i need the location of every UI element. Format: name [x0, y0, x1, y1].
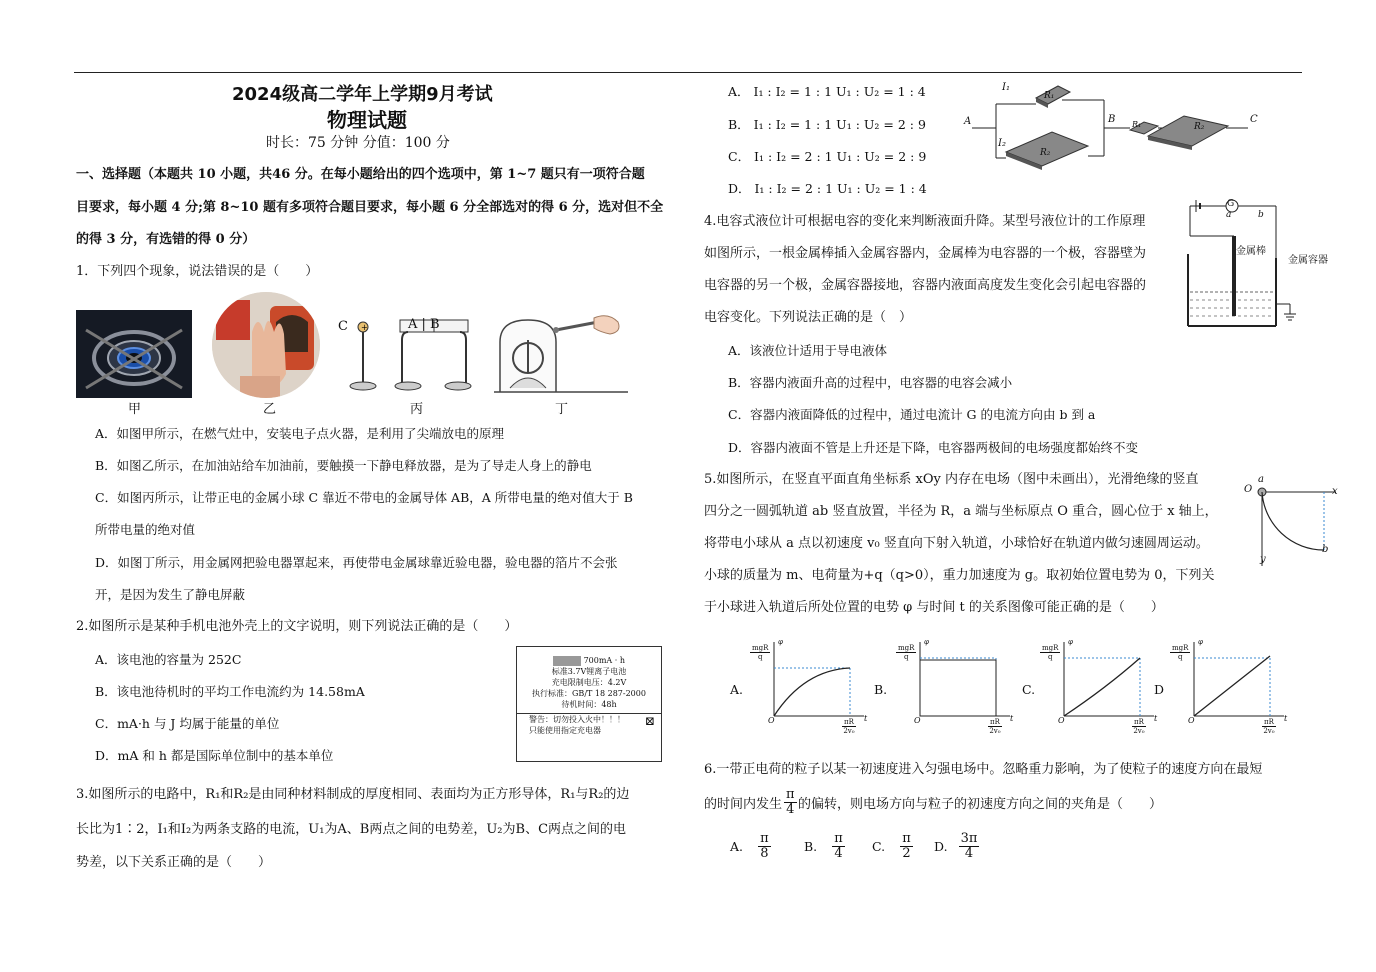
static-release-photo [212, 292, 320, 398]
y-tick-label [750, 644, 770, 661]
q6-option-a-label: A. [730, 839, 744, 854]
phi-curve [1064, 658, 1140, 716]
q3-line2: 长比为1∶2，I₁和I₂为两条支路的电流，U₁为A、B两点之间的电势差，U₂为B、C两点之间的电 [76, 822, 627, 837]
fig-c-label: C [338, 319, 348, 334]
i2-label: I₂ [998, 138, 1006, 149]
origin-o-label: O [1244, 484, 1253, 495]
electroscope-icon [494, 310, 628, 400]
fig-ab-label: A | B [408, 317, 440, 332]
phi-curve [1194, 656, 1270, 716]
y-tick-num: mgR [898, 644, 915, 652]
y-tick-label [896, 644, 916, 661]
q3-option-d: D． I₁ : I₂ = 2 : 1 U₁ : U₂ = 1 : 4 [728, 181, 927, 196]
y-tick-den: q [1177, 653, 1183, 661]
caption-ding: 丁 [555, 402, 569, 417]
battery-icon [553, 656, 581, 666]
y-tick-num: mgR [1042, 644, 1059, 652]
q5-graph-c [1042, 636, 1172, 740]
q6-option-b-den: 4 [834, 846, 843, 861]
q6-line1: 6.一带正电荷的粒子以某一初速度进入匀强电场中。忽略重力影响，为了使粒子的速度方向在最短 [704, 762, 1263, 777]
arc-track-icon [1240, 472, 1340, 572]
origin-label: O [914, 716, 921, 725]
battery-warning1: 警告：切勿投入火中！！！ [529, 715, 625, 724]
y-tick-num: mgR [752, 644, 769, 652]
q5-graph-b [898, 636, 1028, 740]
battery-line2: 充电限制电压：4.2V [551, 678, 627, 687]
x-axis-label: x [1332, 486, 1338, 497]
q5-line3: 将带电小球从 a 点以初速度 v₀ 竖直向下射入轨道，小球恰好在轨道内做匀速圆周运动。 [704, 536, 1209, 551]
t-axis-label: t [1284, 714, 1288, 723]
battery-capacity: 700mA · h [583, 656, 625, 665]
hand-icon [212, 292, 320, 398]
t-tick-num: πR [1134, 718, 1144, 726]
t-tick-num: πR [844, 718, 854, 726]
q3-line3: 势差，以下关系正确的是（ ） [76, 855, 272, 870]
q6-option-d-num: 3π [960, 831, 978, 846]
q6-option-d [934, 832, 979, 861]
origin-label: O [1058, 716, 1065, 725]
battery-warning2: 只能使用指定充电器 [529, 726, 601, 735]
metal-rod-label: 金属棒 [1236, 246, 1266, 257]
q1-option-d: D．如图丁所示，用金属网把验电器罩起来，再使带电金属球靠近验电器，验电器的箔片不会张 [95, 555, 618, 570]
q3-circuit-figure [958, 78, 1268, 184]
node-c-label: C [1250, 114, 1258, 125]
t-tick-den: 2v₀ [1133, 727, 1145, 735]
q6-option-a-den: 8 [760, 846, 769, 861]
t-tick-den: 2v₀ [1263, 727, 1275, 735]
y-tick-den: q [1047, 653, 1053, 661]
gas-stove-icon [76, 310, 192, 398]
q1-stem: 1．下列四个现象，说法错误的是（ ） [76, 264, 319, 279]
node-b-label: B [1108, 114, 1116, 125]
q1-option-b: B．如图乙所示，在加油站给车加油前，要触摸一下静电释放器，是为了导走人身上的静电 [95, 458, 592, 473]
q6-stem-fraction [784, 788, 797, 817]
q5-arc-figure [1240, 472, 1340, 572]
point-b-label: b [1258, 210, 1264, 220]
q6-option-b-num: π [834, 831, 843, 846]
r2-label-bottom: R₂ [1040, 148, 1051, 158]
q3-option-c: C． I₁ : I₂ = 2 : 1 U₁ : U₂ = 2 : 9 [728, 149, 927, 164]
q5-option-a-label: A. [730, 682, 744, 697]
y-axis-label: y [1260, 554, 1266, 565]
t-axis-label: t [1154, 714, 1158, 723]
q5-line2: 四分之一圆弧轨道 ab 竖直放置，半径为 R，a 端与坐标原点 O 重合，圆心位于 x 轴上， [704, 504, 1218, 519]
q6-line2b: 的偏转，则电场方向与粒子的初速度方向之间的夹角是（ ） [798, 797, 1163, 812]
q4-line3: 电容器的另一个极，金属容器接地，容器内液面高度发生变化会引起电容器的 [704, 278, 1147, 293]
q6-option-b [804, 832, 845, 861]
exam-subject: 物理试题 [327, 108, 407, 132]
point-a-label: a [1226, 210, 1232, 220]
q5-graph-a [752, 636, 882, 740]
origin-label: O [768, 716, 775, 725]
q2-option-c: C．mA·h 与 J 均属于能量的单位 [95, 716, 280, 731]
q4-option-d: D．容器内液面不管是上升还是下降，电容器两极间的电场强度都始终不变 [728, 440, 1139, 455]
arc-point-b-label: b [1322, 544, 1329, 555]
q4-option-a: A．该液位计适用于导电液体 [728, 343, 888, 358]
q4-line1: 4.电容式液位计可根据电容的变化来判断液面升降。某型号液位计的工作原理 [704, 214, 1146, 229]
metal-container-label: 金属容器 [1288, 255, 1328, 266]
i1-label: I₁ [1002, 82, 1010, 93]
q1-option-a: A．如图甲所示，在燃气灶中，安装电子点火器，是利用了尖端放电的原理 [95, 426, 505, 441]
q5-option-d-label: D [1154, 682, 1165, 697]
battery-line3: 执行标准：GB/T 18 287-2000 [532, 689, 646, 698]
battery-line4: 待机时间：48h [561, 700, 617, 709]
q5-option-c-label: C. [1022, 682, 1036, 697]
q6-line2a: 的时间内发生 [704, 797, 783, 812]
q1-option-c-cont: 所带电量的绝对值 [95, 522, 196, 537]
q6-option-a-num: π [760, 831, 769, 846]
t-tick-num: πR [1264, 718, 1274, 726]
q6-option-c-num: π [902, 831, 911, 846]
y-tick-label [1040, 644, 1060, 661]
caption-jia: 甲 [128, 402, 142, 417]
y-tick-den: q [757, 653, 763, 661]
q5-graph-d [1172, 636, 1302, 740]
svg-text:+: + [361, 323, 368, 332]
q4-line2: 如图所示，一根金属棒插入金属容器内，金属棒为电容器的一个极，容器壁为 [704, 246, 1147, 261]
no-fire-icon: ⊠ [644, 714, 655, 728]
t-axis-label: t [864, 714, 868, 723]
q4-line4: 电容变化。下列说法正确的是（ ） [704, 310, 913, 325]
t-axis-label: t [1010, 714, 1014, 723]
t-tick-label [988, 718, 1002, 735]
caption-bing: 丙 [410, 402, 424, 417]
phi-curve [920, 660, 996, 716]
q6-stem-den: 4 [786, 802, 795, 817]
battery-line1: 标准3.7V锂离子电池 [551, 667, 627, 676]
q4-option-b: B．容器内液面升高的过程中，电容器的电容会减小 [728, 375, 1013, 390]
t-tick-num: πR [990, 718, 1000, 726]
t-tick-den: 2v₀ [843, 727, 855, 735]
q4-option-c: C．容器内液面降低的过程中，通过电流计 G 的电流方向由 b 到 a [728, 407, 1096, 422]
q4-level-gauge-figure [1176, 196, 1346, 332]
r1-label-series: R₁ [1132, 120, 1142, 129]
conductor-ab-figure [338, 314, 478, 398]
circuit-icon [958, 78, 1268, 184]
q2-option-a: A．该电池的容量为 252C [95, 652, 242, 667]
t-tick-label [1262, 718, 1276, 735]
q2-option-b: B．该电池待机时的平均工作电流约为 14.58mA [95, 684, 365, 699]
node-a-label: A [964, 116, 972, 127]
t-tick-den: 2v₀ [989, 727, 1001, 735]
caption-yi: 乙 [263, 402, 277, 417]
r1-label-top: R₁ [1044, 91, 1055, 101]
phi-curve [774, 668, 850, 716]
q5-option-b-label: B. [874, 682, 888, 697]
y-tick-num: mgR [1172, 644, 1189, 652]
origin-label: O [1188, 716, 1195, 725]
section-intro-line1: 一、选择题（本题共 10 小题，共46 分。在每小题给出的四个选项中，第 1~7 题只有一项符合题 [76, 167, 645, 182]
section-intro-line3: 的得 3 分，有选错的得 0 分） [76, 232, 256, 247]
q6-option-d-label: D. [934, 839, 948, 854]
galvanometer-label: G [1227, 199, 1235, 209]
q3-line1: 3.如图所示的电路中，R₁和R₂是由同种材料制成的厚度相同、表面均为正方形导体，R₁与R₂的边 [76, 787, 630, 802]
q6-option-c-label: C. [872, 839, 886, 854]
arc-point-a-label: a [1258, 474, 1264, 485]
q1-option-c: C．如图丙所示，让带正电的金属小球 C 靠近不带电的金属导体 AB，A 所带电量的绝对值大于 B [95, 490, 633, 505]
phi-axis-label: φ [924, 638, 929, 646]
q3-option-b: B． I₁ : I₂ = 1 : 1 U₁ : U₂ = 2 : 9 [728, 117, 926, 132]
gas-stove-photo [76, 310, 192, 398]
q1-option-d-cont: 开，是因为发生了静电屏蔽 [95, 587, 246, 602]
q6-option-c [872, 832, 913, 861]
t-tick-label [1132, 718, 1146, 735]
phi-axis-label: φ [778, 638, 783, 646]
q5-line4: 小球的质量为 m、电荷量为+q（q>0），重力加速度为 g。取初始位置电势为 0，下列关 [704, 568, 1215, 583]
q6-option-a [730, 832, 771, 861]
q6-option-c-den: 2 [902, 846, 911, 861]
q6-stem-num: π [786, 787, 795, 802]
q5-line1: 5.如图所示，在竖直平面直角坐标系 xOy 内存在电场（图中未画出），光滑绝缘的竖直 [704, 472, 1199, 487]
phi-axis-label: φ [1198, 638, 1203, 646]
header-rule [74, 72, 1302, 73]
q3-option-a: A． I₁ : I₂ = 1 : 1 U₁ : U₂ = 1 : 4 [728, 84, 926, 99]
t-tick-label [842, 718, 856, 735]
y-tick-label [1170, 644, 1190, 661]
electroscope-figure [494, 310, 628, 400]
q2-option-d: D．mA 和 h 都是国际单位制中的基本单位 [95, 748, 334, 763]
q6-option-d-den: 4 [964, 846, 974, 861]
exam-meta: 时长：75 分钟 分值：100 分 [266, 135, 450, 151]
battery-label [516, 646, 662, 762]
section-intro-line2: 目要求，每小题 4 分;第 8~10 题有多项符合题目要求，每小题 6 分全部选对的得 6 分，选对但不全 [76, 200, 664, 215]
phi-axis-label: φ [1068, 638, 1073, 646]
exam-title: 2024级高二学年上学期9月考试 [232, 84, 493, 105]
q5-line5: 于小球进入轨道后所处位置的电势 φ 与时间 t 的关系图像可能正确的是（ ） [704, 600, 1164, 615]
q2-stem: 2.如图所示是某种手机电池外壳上的文字说明，则下列说法正确的是（ ） [76, 619, 518, 634]
r2-label-series: R₂ [1194, 122, 1205, 132]
q6-option-b-label: B. [804, 839, 818, 854]
y-tick-den: q [903, 653, 909, 661]
